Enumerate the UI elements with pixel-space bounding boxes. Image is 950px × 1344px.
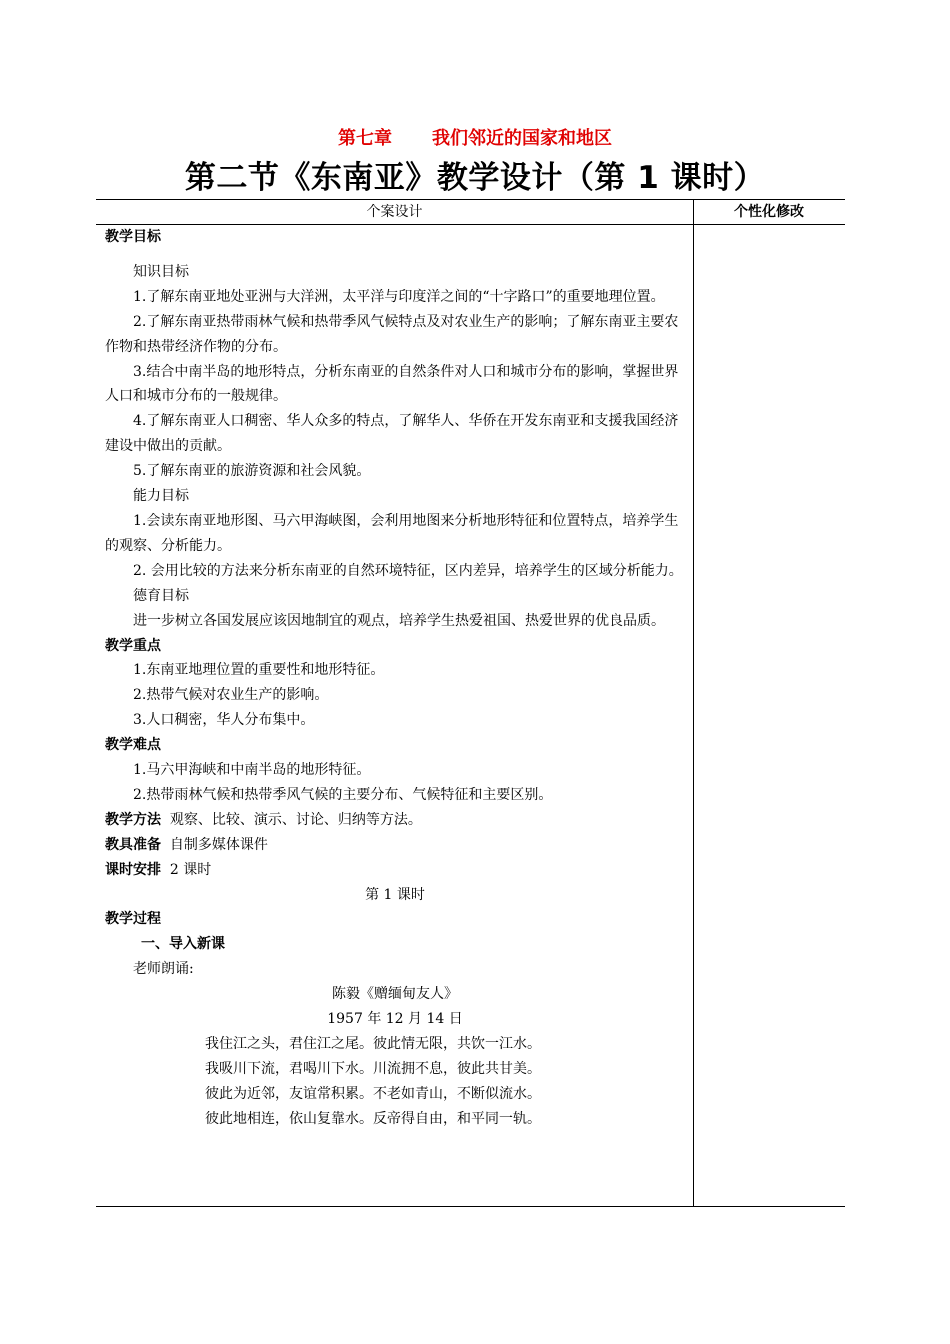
teaching-method-row (105, 808, 685, 833)
hours-label: 课时安排 (105, 861, 161, 878)
difficulty-1: 1.马六甲海峡和中南半岛的地形特征。 (133, 762, 371, 779)
poem-date: 1957 年 12 月 14 日 (327, 1011, 463, 1028)
tools-label: 教具准备 (105, 836, 161, 853)
key-point-3: 3.人口稠密，华人分布集中。 (133, 712, 315, 729)
poem-title: 陈毅《赠缅甸友人》 (332, 986, 458, 1003)
intro-heading: 一、导入新课 (141, 936, 225, 953)
hours-value: 2 课时 (169, 861, 212, 878)
objectives-heading: 教学目标 (105, 229, 161, 245)
difficulty-2: 2.热带雨林气候和热带季风气候的主要分布、气候特征和主要区别。 (133, 786, 553, 803)
poem-line-3: 彼此为近邻，友谊常积累。不老如青山，不断似流水。 (205, 1085, 541, 1102)
key-point-1: 1.东南亚地理位置的重要性和地形特征。 (133, 662, 385, 679)
moral-heading: 德育目标 (133, 587, 189, 604)
process-heading: 教学过程 (105, 911, 161, 928)
method-label: 教学方法 (105, 811, 161, 828)
chapter-title: 我们邻近的国家和地区 (432, 128, 612, 149)
chapter-number: 第七章 (338, 128, 392, 149)
knowledge-item-4: 4.了解东南亚人口稠密、华人众多的特点，了解华人、华侨在开发东南亚和支援我国经济建设中做出的贡献。 (105, 413, 679, 455)
lesson-number: 第 1 课时 (365, 886, 425, 903)
knowledge-item-2: 2.了解东南亚热带雨林气候和热带季风气候特点及对农业生产的影响；了解东南亚主要农作物和热带经济作物的分布。 (105, 313, 679, 355)
table-top-border (96, 199, 845, 200)
ability-heading: 能力目标 (133, 488, 189, 505)
column-header-personal-edit: 个性化修改 (734, 204, 804, 220)
knowledge-item-3: 3.结合中南半岛的地形特点，分析东南亚的自然条件对人口和城市分布的影响，掌握世界人口和城市分布的一般规律。 (105, 363, 679, 405)
poem-line-2: 我吸川下流，君喝川下水。川流拥不息，彼此共甘美。 (205, 1060, 541, 1077)
key-point-2: 2.热带气候对农业生产的影响。 (133, 687, 329, 704)
class-hours-row (105, 858, 685, 883)
lesson-content (105, 225, 685, 1132)
chapter-heading (0, 124, 950, 150)
key-points-heading: 教学重点 (105, 637, 161, 654)
method-value: 观察、比较、演示、讨论、归纳等方法。 (169, 811, 422, 828)
teaching-tools-row (105, 833, 685, 858)
ability-item-1: 1.会读东南亚地形图、马六甲海峡图，会利用地图来分析地形特征和位置特点，培养学生的观察、分析能力。 (105, 512, 679, 554)
difficulty-heading: 教学难点 (105, 737, 161, 754)
teacher-recite: 老师朗诵: (133, 961, 194, 978)
knowledge-item-1: 1.了解东南亚地处亚洲与大洋洲，太平洋与印度洋之间的“十字路口”的重要地理位置。 (133, 288, 665, 305)
ability-item-2: 2. 会用比较的方法来分析东南亚的自然环境特征，区内差异，培养学生的区域分析能力。 (133, 562, 683, 579)
tools-value: 自制多媒体课件 (169, 836, 268, 853)
knowledge-item-5: 5.了解东南亚的旅游资源和社会风貌。 (133, 463, 371, 480)
column-header-case-design: 个案设计 (366, 204, 423, 220)
table-column-divider (693, 199, 694, 1207)
table-bottom-border (96, 1206, 845, 1207)
knowledge-heading: 知识目标 (133, 263, 189, 280)
moral-item-1: 进一步树立各国发展应该因地制宜的观点，培养学生热爱祖国、热爱世界的优良品质。 (133, 612, 665, 629)
poem-line-1: 我住江之头，君住江之尾。彼此情无限，共饮一江水。 (205, 1036, 541, 1052)
page-title: 第二节《东南亚》教学设计（第 1 课时） (184, 160, 766, 196)
poem-line-4: 彼此地相连，依山复靠水。反帝得自由，和平同一轨。 (205, 1110, 541, 1127)
